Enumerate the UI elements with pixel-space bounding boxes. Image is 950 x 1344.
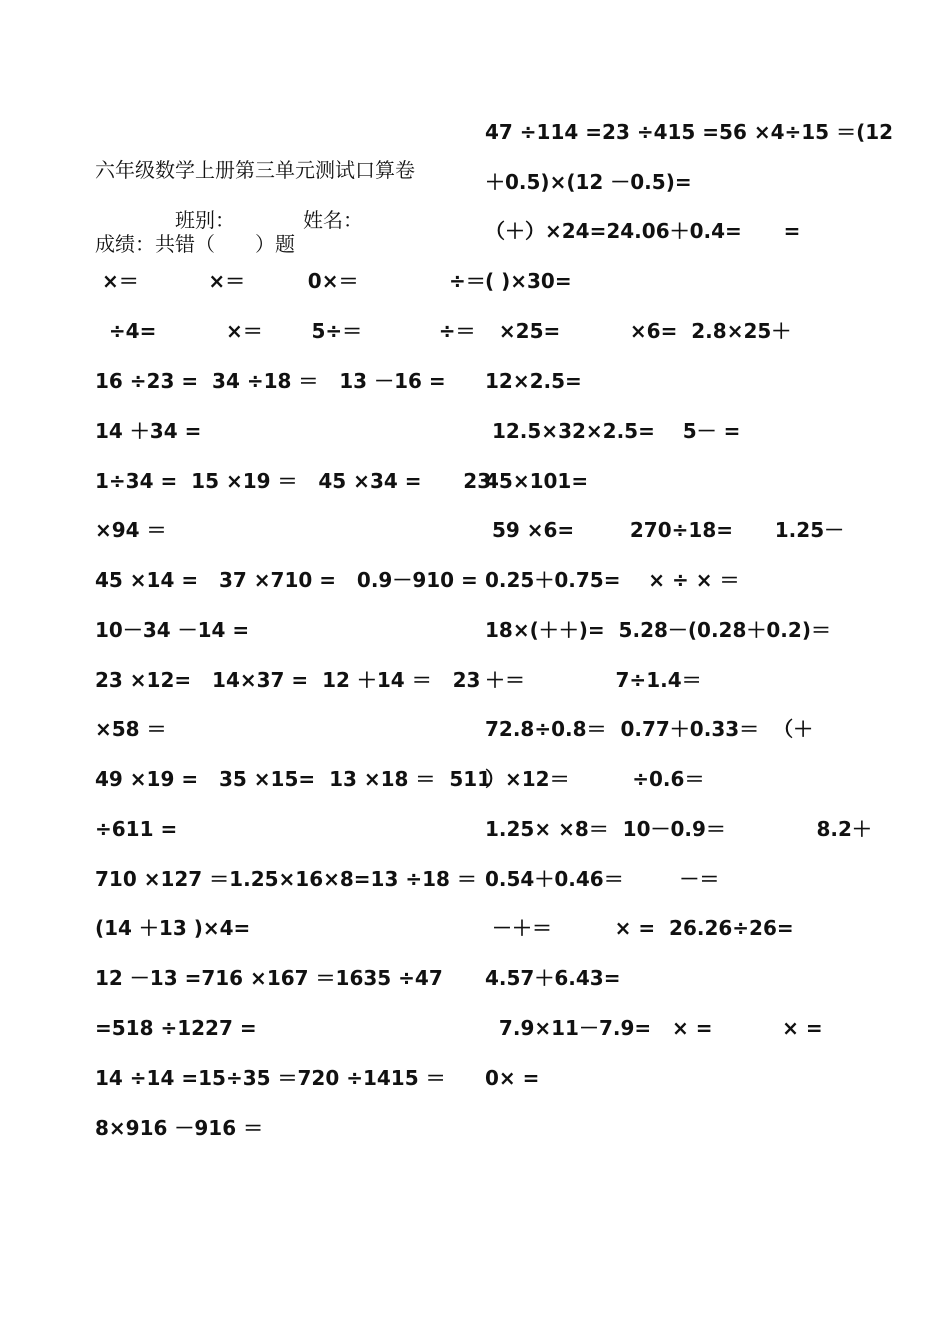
problem-line: ）×12＝ ÷0.6＝ [485,767,705,791]
problem-line: 14 ÷14 =15÷35 ＝720 ÷1415 ＝ [95,1066,446,1090]
problem-line: 45×101= [485,469,589,493]
problem-line: 12 －13 =716 ×167 ＝1635 ÷47 [95,966,443,990]
problem-line: (14 ＋13 )×4= [95,916,251,940]
problem-line: 12×2.5= [485,369,582,393]
problem-line: ÷611 = [95,817,178,841]
problem-line: 47 ÷114 =23 ÷415 =56 ×4÷15 ＝(12 [485,120,894,144]
name-label: 姓名： [303,208,363,232]
problem-line: 18×(＋＋)= 5.28－(0.28＋0.2)＝ [485,618,831,642]
problem-line: ＋0.5)×(12 －0.5)= [485,170,692,194]
score-label: 成绩：共错（ ）题 [95,232,295,256]
problem-line: 710 ×127 ＝1.25×16×8=13 ÷18 ＝ [95,867,477,891]
problem-line: 49 ×19 = 35 ×15= 13 ×18 ＝ 511 [95,767,492,791]
problem-line: ÷4= ×＝ 5÷＝ ÷＝ [95,319,476,343]
problem-line: ( )×30= [485,269,572,293]
problem-line: 72.8÷0.8＝ 0.77＋0.33＝ （＋ [485,717,814,741]
problem-line: 1.25× ×8＝ 10－0.9＝ 8.2＋ [485,817,872,841]
problem-line: 23 ×12= 14×37 = 12 ＋14 ＝ 23 [95,668,481,692]
problem-line: 0.54＋0.46＝ －＝ [485,867,720,891]
problem-line: ×58 ＝ [95,717,167,741]
problem-line: 8×916 －916 ＝ [95,1116,264,1140]
problem-line: 1÷34 = 15 ×19 ＝ 45 ×34 = 23 [95,469,492,493]
problem-line: 59 ×6= 270÷18= 1.25－ [485,518,845,542]
problem-line: 7.9×11－7.9= × = × = [485,1016,823,1040]
problem-line: （＋）×24=24.06＋0.4= = [485,219,801,243]
problem-line: 45 ×14 = 37 ×710 = 0.9－910 = [95,568,478,592]
worksheet-title: 六年级数学上册第三单元测试口算卷 [95,158,415,182]
problem-line: 10－34 －14 = [95,618,250,642]
problem-line: ×＝ ×＝ 0×＝ ÷＝ [95,269,486,293]
class-label: 班别： [175,208,235,232]
problem-line: ×94 ＝ [95,518,167,542]
problem-line: 12.5×32×2.5= 5－ = [485,419,741,443]
problem-line: 16 ÷23 = 34 ÷18 ＝ 13 －16 = [95,369,446,393]
problem-line: －＋＝ × = 26.26÷26= [485,916,794,940]
problem-line: 0.25＋0.75= × ÷ × ＝ [485,568,740,592]
problem-line: ×25= ×6= 2.8×25＋ [485,319,792,343]
problem-line: =518 ÷1227 = [95,1016,257,1040]
problem-line: 4.57＋6.43= [485,966,621,990]
problem-line: 14 ＋34 = [95,419,202,443]
problem-line: ＋＝ 7÷1.4＝ [485,668,702,692]
problem-line: 0× = [485,1066,540,1090]
